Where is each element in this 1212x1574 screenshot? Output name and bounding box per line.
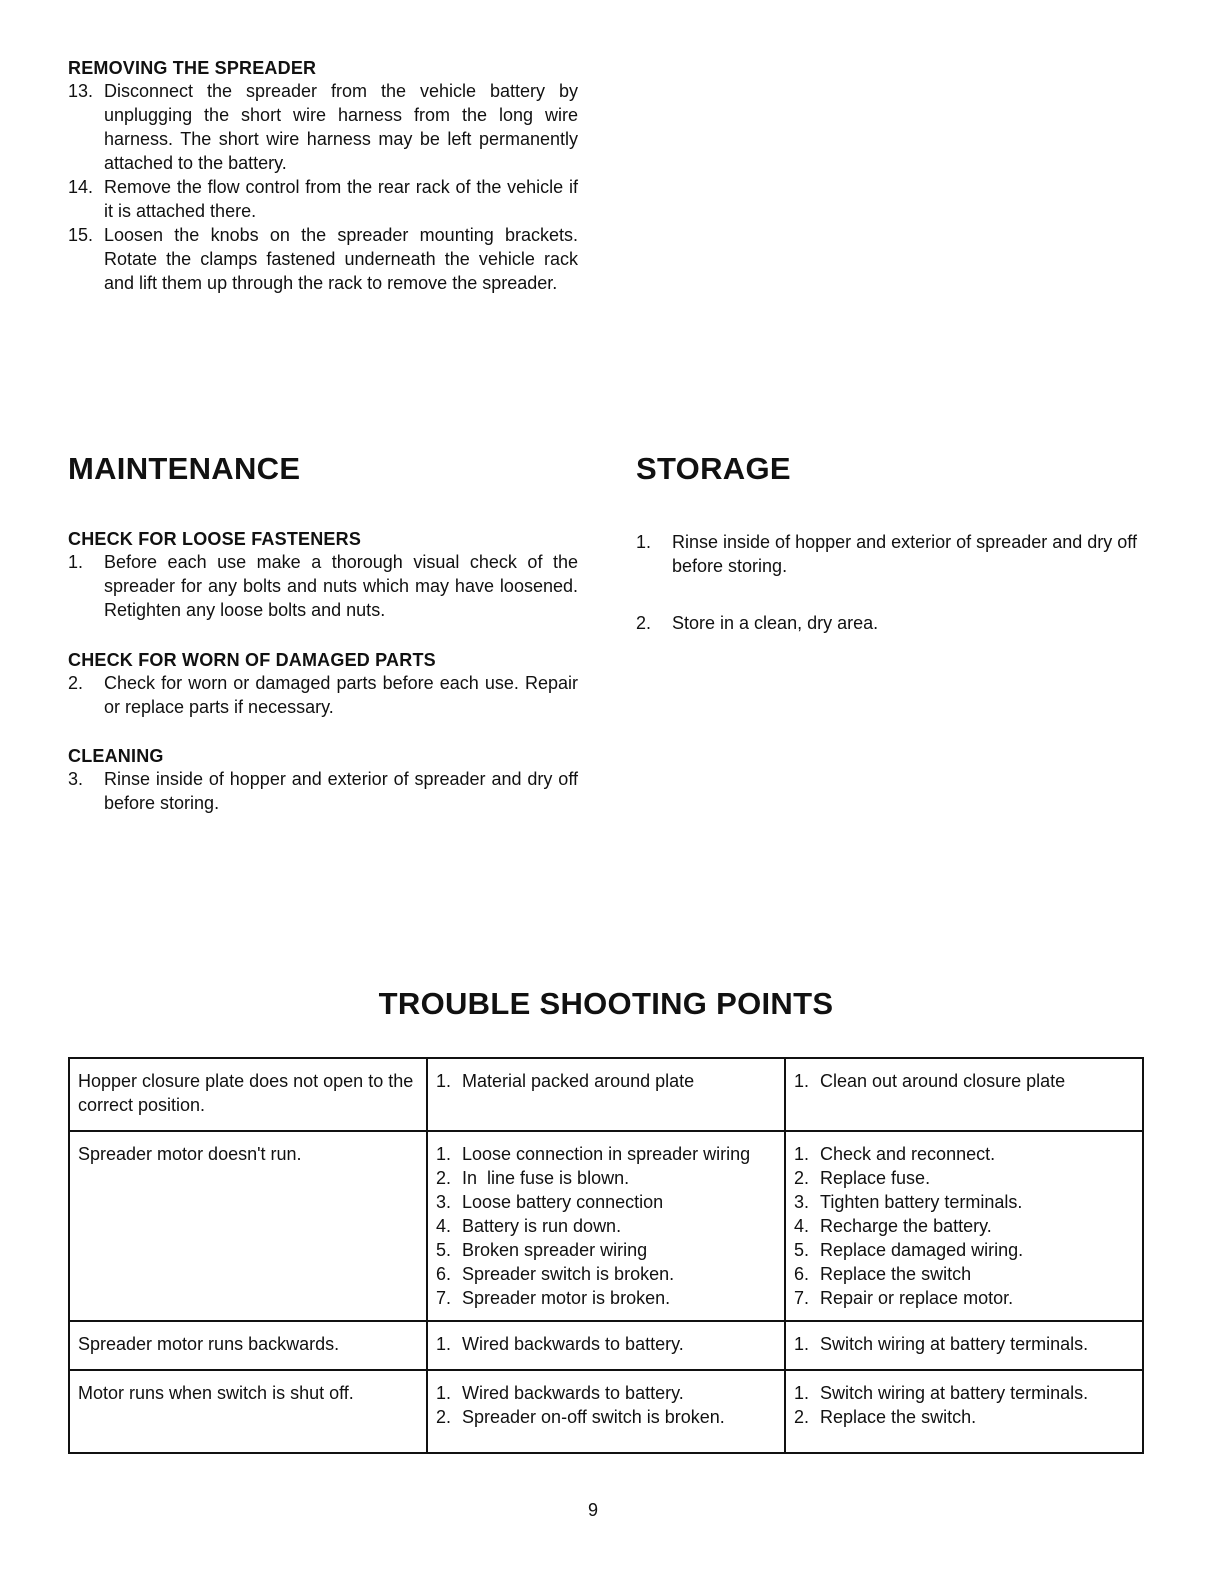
item-text: Rinse inside of hopper and exterior of spreader and dry off before storing.: [104, 769, 578, 813]
remedy-item: [794, 1238, 1134, 1262]
item-text: Wired backwards to battery.: [462, 1334, 684, 1354]
item-number: 2.: [636, 613, 652, 633]
remedy-item: [794, 1142, 1134, 1166]
remedy-item: [794, 1214, 1134, 1238]
item-number: 4.: [436, 1216, 452, 1236]
item-text: Loose battery connection: [462, 1192, 664, 1212]
item-number: 2.: [794, 1407, 810, 1427]
item-text: Disconnect the spreader from the vehicle battery by unplugging the short wire harness from the long wire harness. The short wire harness may be left permanently attached to the battery.: [104, 81, 578, 173]
item-number: 5.: [794, 1240, 810, 1260]
item-number: 3.: [68, 769, 84, 789]
item-number: 4.: [794, 1216, 810, 1236]
item-text: Remove the flow control from the rear rack of the vehicle if it is attached there.: [104, 177, 578, 221]
storage-title: STORAGE: [636, 451, 791, 486]
item-text: Repair or replace motor.: [820, 1288, 1014, 1308]
item-number: 1.: [68, 552, 84, 572]
item-text: Spreader motor is broken.: [462, 1288, 671, 1308]
item-number: 6.: [794, 1264, 810, 1284]
item-number: 13.: [68, 81, 94, 101]
list-item: [68, 767, 578, 815]
item-number: 1.: [436, 1383, 452, 1403]
remedy-cell: [785, 1131, 1143, 1321]
problem-text: Hopper closure plate does not open to the correct position.: [78, 1071, 414, 1115]
remedy-item: [794, 1381, 1134, 1405]
item-text: Recharge the battery.: [820, 1216, 992, 1236]
cause-item: [436, 1214, 776, 1238]
item-text: Switch wiring at battery terminals.: [820, 1334, 1089, 1354]
problem-cell: [69, 1370, 427, 1453]
maintenance-title: MAINTENANCE: [68, 451, 301, 486]
item-number: 5.: [436, 1240, 452, 1260]
remedy-cell: [785, 1321, 1143, 1370]
problem-cell: [69, 1321, 427, 1370]
table-row: [69, 1058, 1143, 1131]
cause-item: [436, 1262, 776, 1286]
fasteners-heading: CHECK FOR LOOSE FASTENERS: [68, 529, 362, 549]
item-text: Material packed around plate: [462, 1071, 695, 1091]
item-number: 6.: [436, 1264, 452, 1284]
item-text: Broken spreader wiring: [462, 1240, 648, 1260]
list-item: [68, 550, 578, 622]
remedy-item: [794, 1166, 1134, 1190]
item-number: 1.: [436, 1334, 452, 1354]
remedy-item: [794, 1069, 1134, 1093]
remedy-cell: [785, 1058, 1143, 1131]
removing-heading: REMOVING THE SPREADER: [68, 58, 317, 78]
item-number: 2.: [436, 1407, 452, 1427]
cause-cell: [427, 1058, 785, 1131]
problem-cell: [69, 1131, 427, 1321]
item-text: Check and reconnect.: [820, 1144, 996, 1164]
list-item: [636, 530, 1148, 578]
item-text: In line fuse is blown.: [462, 1168, 630, 1188]
remedy-item: [794, 1405, 1134, 1429]
item-number: 1.: [436, 1144, 452, 1164]
item-text: Tighten battery terminals.: [820, 1192, 1023, 1212]
storage-section: [636, 530, 1148, 635]
maintenance-section-fasteners: [68, 529, 578, 622]
item-text: Replace the switch.: [820, 1407, 977, 1427]
cause-item: [436, 1166, 776, 1190]
problem-text: Spreader motor runs backwards.: [78, 1334, 340, 1354]
remedy-item: [794, 1190, 1134, 1214]
item-text: Check for worn or damaged parts before each use. Repair or replace parts if necessary.: [104, 673, 578, 717]
item-number: 3.: [794, 1192, 810, 1212]
page-number: 9: [587, 1500, 598, 1520]
item-number: 1.: [794, 1334, 810, 1354]
item-number: 1.: [636, 532, 652, 552]
list-item: [68, 223, 578, 295]
item-number: 2.: [436, 1168, 452, 1188]
item-number: 15.: [68, 225, 94, 245]
item-number: 3.: [436, 1192, 452, 1212]
item-text: Clean out around closure plate: [820, 1071, 1066, 1091]
table-row: [69, 1131, 1143, 1321]
item-text: Loosen the knobs on the spreader mounting brackets. Rotate the clamps fastened underneath the vehicle rack and lift them up through the rack to remove the spreader.: [104, 225, 578, 293]
item-number: 7.: [436, 1288, 452, 1308]
cause-item: [436, 1381, 776, 1405]
removing-section: [68, 58, 578, 295]
item-text: Switch wiring at battery terminals.: [820, 1383, 1089, 1403]
cause-item: [436, 1405, 776, 1429]
worn-parts-heading: CHECK FOR WORN OF DAMAGED PARTS: [68, 650, 436, 670]
list-item: [68, 79, 578, 175]
item-text: Replace damaged wiring.: [820, 1240, 1024, 1260]
maintenance-section-cleaning: [68, 746, 578, 815]
cause-item: [436, 1069, 776, 1093]
item-text: Loose connection in spreader wiring: [462, 1144, 751, 1164]
list-item: [636, 611, 1148, 635]
cause-item: [436, 1142, 776, 1166]
problem-text: Spreader motor doesn't run.: [78, 1144, 302, 1164]
item-number: 1.: [794, 1071, 810, 1091]
cause-item: [436, 1286, 776, 1310]
cause-cell: [427, 1370, 785, 1453]
table-row: [69, 1370, 1143, 1453]
list-item: [68, 671, 578, 719]
problem-text: Motor runs when switch is shut off.: [78, 1383, 354, 1403]
remedy-cell: [785, 1370, 1143, 1453]
item-text: Spreader switch is broken.: [462, 1264, 675, 1284]
list-item: [68, 175, 578, 223]
troubleshooting-title: TROUBLE SHOOTING POINTS: [378, 986, 834, 1021]
cause-item: [436, 1238, 776, 1262]
cause-item: [436, 1332, 776, 1356]
item-number: 14.: [68, 177, 94, 197]
item-text: Replace fuse.: [820, 1168, 931, 1188]
item-text: Wired backwards to battery.: [462, 1383, 684, 1403]
item-text: Spreader on-off switch is broken.: [462, 1407, 725, 1427]
item-text: Replace the switch: [820, 1264, 972, 1284]
table-row: [69, 1321, 1143, 1370]
remedy-item: [794, 1286, 1134, 1310]
item-number: 1.: [794, 1144, 810, 1164]
problem-cell: [69, 1058, 427, 1131]
item-number: 2.: [794, 1168, 810, 1188]
cleaning-heading: CLEANING: [68, 746, 164, 766]
item-text: Before each use make a thorough visual check of the spreader for any bolts and nuts which may have loosened. Retighten any loose bolts and nuts.: [104, 552, 578, 620]
item-number: 2.: [68, 673, 84, 693]
cause-item: [436, 1190, 776, 1214]
item-number: 1.: [794, 1383, 810, 1403]
item-text: Store in a clean, dry area.: [672, 613, 879, 633]
item-text: Rinse inside of hopper and exterior of spreader and dry off before storing.: [672, 532, 1137, 576]
item-text: Battery is run down.: [462, 1216, 622, 1236]
item-number: 1.: [436, 1071, 452, 1091]
cause-cell: [427, 1131, 785, 1321]
remedy-item: [794, 1262, 1134, 1286]
maintenance-section-worn-parts: [68, 650, 578, 719]
item-number: 7.: [794, 1288, 810, 1308]
troubleshooting-table: [68, 1057, 1144, 1454]
cause-cell: [427, 1321, 785, 1370]
remedy-item: [794, 1332, 1134, 1356]
